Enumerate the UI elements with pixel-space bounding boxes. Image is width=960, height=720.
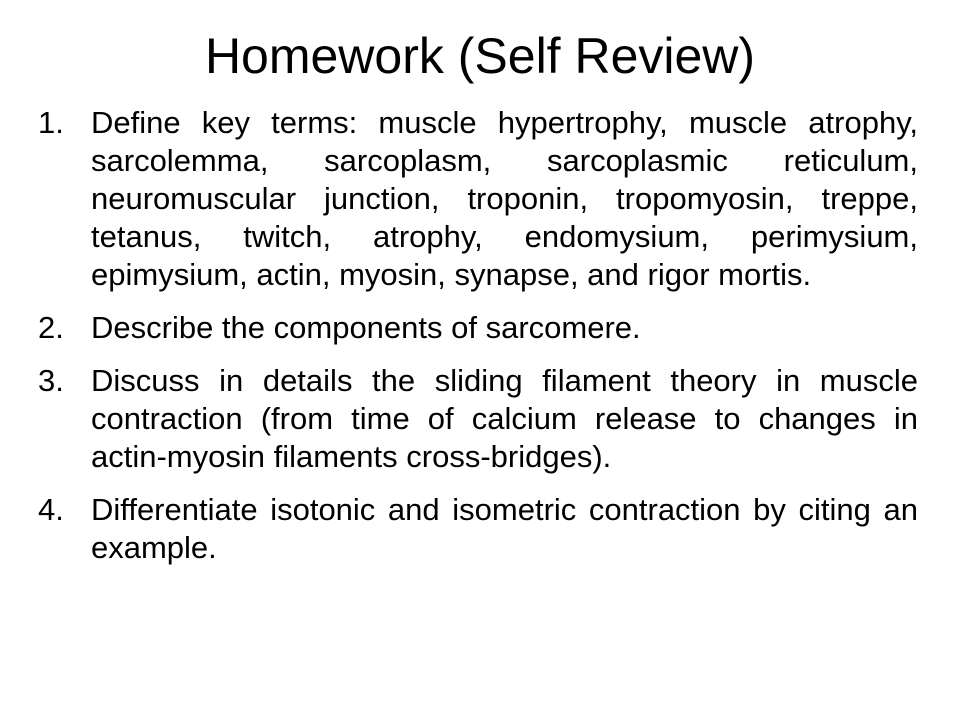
- item-number: 1.: [38, 105, 64, 140]
- homework-list: [38, 104, 918, 582]
- slide-title: Homework (Self Review): [204, 28, 756, 84]
- list-item: [38, 491, 918, 567]
- item-number: 4.: [38, 492, 64, 527]
- item-text: Discuss in details the sliding filament theory in muscle contraction (from time of calcium release to changes in actin-myosin filaments cross-bridges).: [91, 363, 918, 474]
- list-item: [38, 362, 918, 476]
- item-text: Differentiate isotonic and isometric contraction by citing an example.: [91, 492, 918, 565]
- list-item: [38, 309, 918, 347]
- list-item: [38, 104, 918, 294]
- item-number: 3.: [38, 363, 64, 398]
- item-text: Define key terms: muscle hypertrophy, muscle atrophy, sarcolemma, sarcoplasm, sarcoplasmic reticulum, neuromuscular junction, troponin, tropomyosin, treppe, tetanus, twitch, atrophy, endomysium, perimysium, epimysium, actin, myosin, synapse, and rigor mortis.: [91, 105, 918, 292]
- item-text: Describe the components of sarcomere.: [91, 310, 641, 345]
- item-number: 2.: [38, 310, 64, 345]
